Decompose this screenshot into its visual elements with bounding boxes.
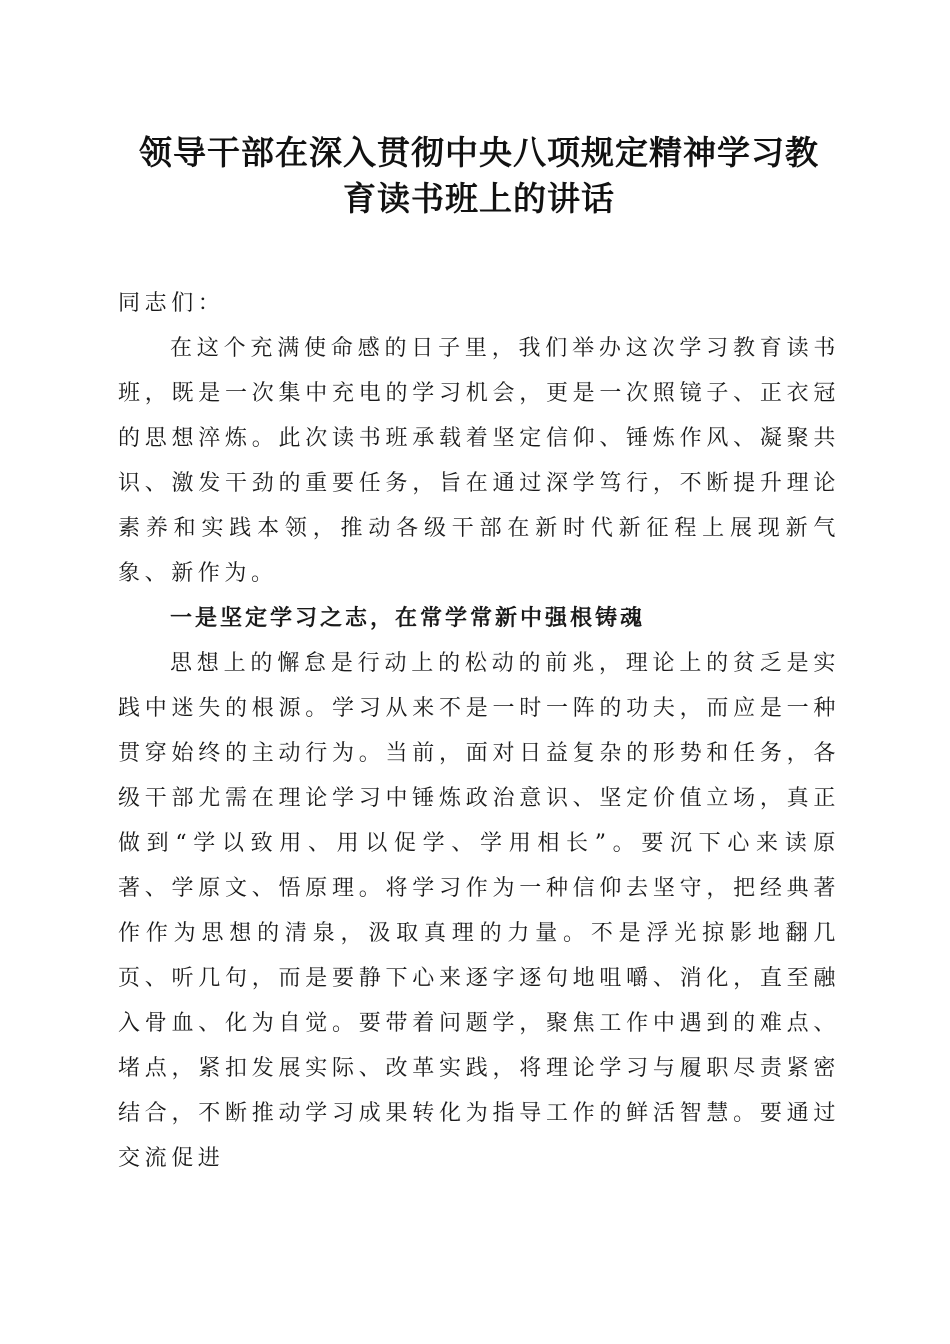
document-page xyxy=(118,130,840,1181)
section-paragraph: 思想上的懈怠是行动上的松动的前兆，理论上的贫乏是实践中迷失的根源。学习从来不是一时一阵的功夫，而应是一种贯穿始终的主动行为。当前，面对日益复杂的形势和任务，各级干部尤需在理论学习中锤炼政治意识、坚定价值立场，真正做到“学以致用、用以促学、学用相长”。要沉下心来读原著、学原文、悟原理。将学习作为一种信仰去坚守，把经典著作作为思想的清泉，汲取真理的力量。不是浮光掠影地翻几页、听几句，而是要静下心来逐字逐句地咀嚼、消化，直至融入骨血、化为自觉。要带着问题学，聚焦工作中遇到的难点、堵点，紧扣发展实际、改革实践，将理论学习与履职尽责紧密结合，不断推动学习成果转化为指导工作的鲜活智慧。要通过交流促进 xyxy=(118,651,840,1171)
intro-paragraph: 在这个充满使命感的日子里，我们举办这次学习教育读书班，既是一次集中充电的学习机会，更是一次照镜子、正衣冠的思想淬炼。此次读书班承载着坚定信仰、锤炼作风、凝聚共识、激发干劲的重要任务，旨在通过深学笃行，不断提升理论素养和实践本领，推动各级干部在新时代新征程上展现新气象、新作为。 xyxy=(118,336,840,586)
title-line-1: 领导干部在深入贯彻中央八项规定精神学习教 xyxy=(139,133,819,172)
title-line-2: 育读书班上的讲话 xyxy=(343,179,615,218)
section-heading: 一是坚定学习之志，在常学常新中强根铸魂 xyxy=(170,605,646,631)
document-body xyxy=(118,281,840,1181)
document-title xyxy=(118,130,840,222)
salutation: 同志们： xyxy=(118,291,225,316)
